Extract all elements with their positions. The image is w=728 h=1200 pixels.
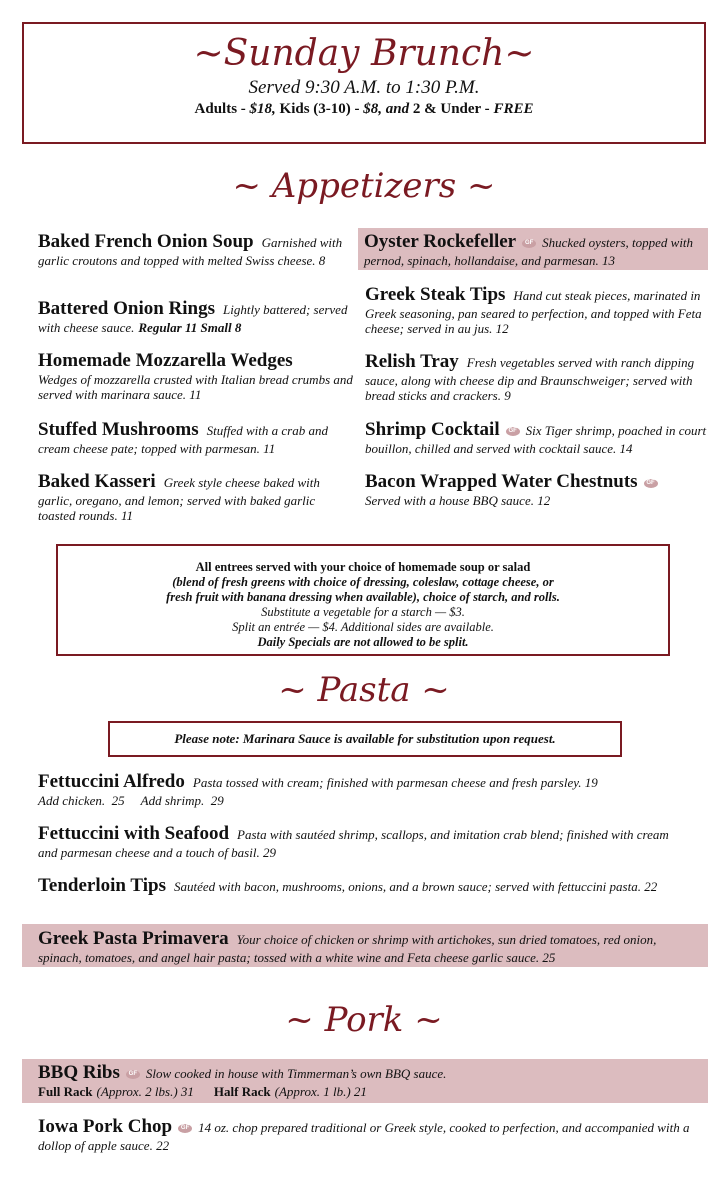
item-desc: Garnished with garlic croutons and topped with melted Swiss cheese. 8 <box>38 235 343 268</box>
full-rack-label: Full Rack <box>38 1084 93 1099</box>
brunch-prices: Adults - $18, Kids (3-10) - $8, and 2 & Under - FREE <box>194 101 534 117</box>
menu-item <box>365 284 709 336</box>
note-line: All entrees served with your choice of homemade soup or salad <box>195 560 531 574</box>
menu-item-highlighted <box>22 1059 708 1103</box>
item-desc: Six Tiger shrimp, poached in court bouillon, chilled and served with cocktail sauce. 14 <box>365 423 707 456</box>
item-desc: Shucked oysters, topped with pernod, spinach, hollandaise, and parmesan. 13 <box>364 235 694 268</box>
item-name: Relish Tray <box>365 351 459 372</box>
menu-item <box>38 231 354 268</box>
half-rack-label: Half Rack <box>213 1084 271 1099</box>
item-name: Greek Pasta Primavera <box>38 928 229 949</box>
item-desc: Your choice of chicken or shrimp with artichokes, sun dried tomatoes, red onion, spinach, tomatoes, and angel hair pasta; tossed with a white wine and Feta cheese garlic sauce. 25 <box>38 932 657 965</box>
menu-item <box>38 823 690 860</box>
note-line: Split an entrée — $4. Additional sides are available. <box>232 620 494 634</box>
item-name: Tenderloin Tips <box>38 875 166 896</box>
brunch-title: ~Sunday Brunch~ <box>193 33 535 74</box>
item-desc: Pasta with sautéed shrimp, scallops, and imitation crab blend; finished with cream and parmesan cheese and a touch of basil. 29 <box>38 827 669 860</box>
item-desc: Hand cut steak pieces, marinated in Greek seasoning, pan seared to perfection, and topped with Feta cheese; served in au jus. 12 <box>365 288 702 336</box>
gluten-free-badge: GF <box>178 1124 192 1133</box>
full-rack-desc: (Approx. 2 lbs.) 31 <box>96 1084 194 1099</box>
menu-item-highlighted <box>22 924 708 967</box>
item-desc: Sautéed with bacon, mushrooms, onions, and a brown sauce; served with fettuccini pasta. 22 <box>173 879 658 894</box>
gluten-free-badge: GF <box>506 427 520 436</box>
menu-item <box>38 771 690 808</box>
item-desc: Lightly battered; served with cheese sauce. <box>38 302 348 335</box>
item-desc: Slow cooked in house with Timmerman’s own BBQ sauce. <box>145 1066 447 1081</box>
marinara-note: Please note: Marinara Sauce is available for substitution upon request. <box>174 731 556 746</box>
item-desc: Fresh vegetables served with ranch dipping sauce, along with cheese dip and Braunschweiger; served with bread sticks and crackers. 9 <box>365 355 695 403</box>
item-desc: Wedges of mozzarella crusted with Italian bread crumbs and served with marinara sauce. 11 <box>38 372 353 402</box>
note-line: Daily Specials are not allowed to be split. <box>257 635 469 649</box>
marinara-note-box <box>108 721 622 757</box>
appetizers-heading: ~ Appetizers ~ <box>232 166 496 206</box>
item-name: Greek Steak Tips <box>365 284 506 305</box>
half-rack-desc: (Approx. 1 lb.) 21 <box>274 1084 367 1099</box>
item-name: Fettuccini with Seafood <box>38 823 230 844</box>
menu-item <box>365 351 709 403</box>
item-name: Bacon Wrapped Water Chestnuts <box>365 471 638 492</box>
menu-item <box>38 1116 690 1153</box>
item-name: Iowa Pork Chop <box>38 1116 173 1137</box>
menu-item-highlighted <box>358 228 708 270</box>
item-name: BBQ Ribs <box>38 1062 120 1083</box>
gluten-free-badge: GF <box>644 479 658 488</box>
item-desc: Greek style cheese baked with garlic, oregano, and lemon; served with baked garlic toasted rounds. 11 <box>38 475 320 523</box>
menu-item <box>365 419 709 456</box>
entree-note-box <box>56 544 670 656</box>
gluten-free-badge: GF <box>126 1070 140 1079</box>
menu-item <box>365 471 709 508</box>
item-name: Fettuccini Alfredo <box>38 771 185 792</box>
item-desc: Stuffed with a crab and cream cheese pate; topped with parmesan. 11 <box>38 423 328 456</box>
pasta-heading: ~ Pasta ~ <box>278 670 450 710</box>
item-name: Baked French Onion Soup <box>38 231 254 252</box>
item-name: Baked Kasseri <box>38 471 156 492</box>
item-desc: Pasta tossed with cream; finished with parmesan cheese and fresh parsley. 19 <box>192 775 598 790</box>
item-name: Stuffed Mushrooms <box>38 419 199 440</box>
brunch-hours: Served 9:30 A.M. to 1:30 P.M. <box>248 77 480 98</box>
menu-item <box>38 298 354 335</box>
item-addons: Add chicken. 25 Add shrimp. 29 <box>38 793 224 808</box>
item-name: Battered Onion Rings <box>38 298 216 319</box>
note-line: fresh fruit with banana dressing when available), choice of starch, and rolls. <box>166 590 560 604</box>
menu-item <box>38 875 690 897</box>
menu-item <box>38 419 354 456</box>
item-sizes: Regular 11 Small 8 <box>138 320 242 335</box>
item-desc: Served with a house BBQ sauce. 12 <box>365 493 551 508</box>
item-desc: 14 oz. chop prepared traditional or Greek style, cooked to perfection, and accompanied with a dollop of apple sauce. 22 <box>38 1120 690 1153</box>
brunch-box <box>22 22 706 144</box>
note-line: (blend of fresh greens with choice of dressing, coleslaw, cottage cheese, or <box>172 575 554 589</box>
note-line: Substitute a vegetable for a starch — $3. <box>261 605 465 619</box>
item-name: Homemade Mozzarella Wedges <box>38 350 293 371</box>
menu-item <box>38 471 354 523</box>
pork-heading: ~ Pork ~ <box>285 1000 443 1040</box>
menu-item <box>38 350 354 402</box>
item-name: Oyster Rockefeller <box>364 231 517 252</box>
item-name: Shrimp Cocktail <box>365 419 500 440</box>
gluten-free-badge: GF <box>522 239 536 248</box>
